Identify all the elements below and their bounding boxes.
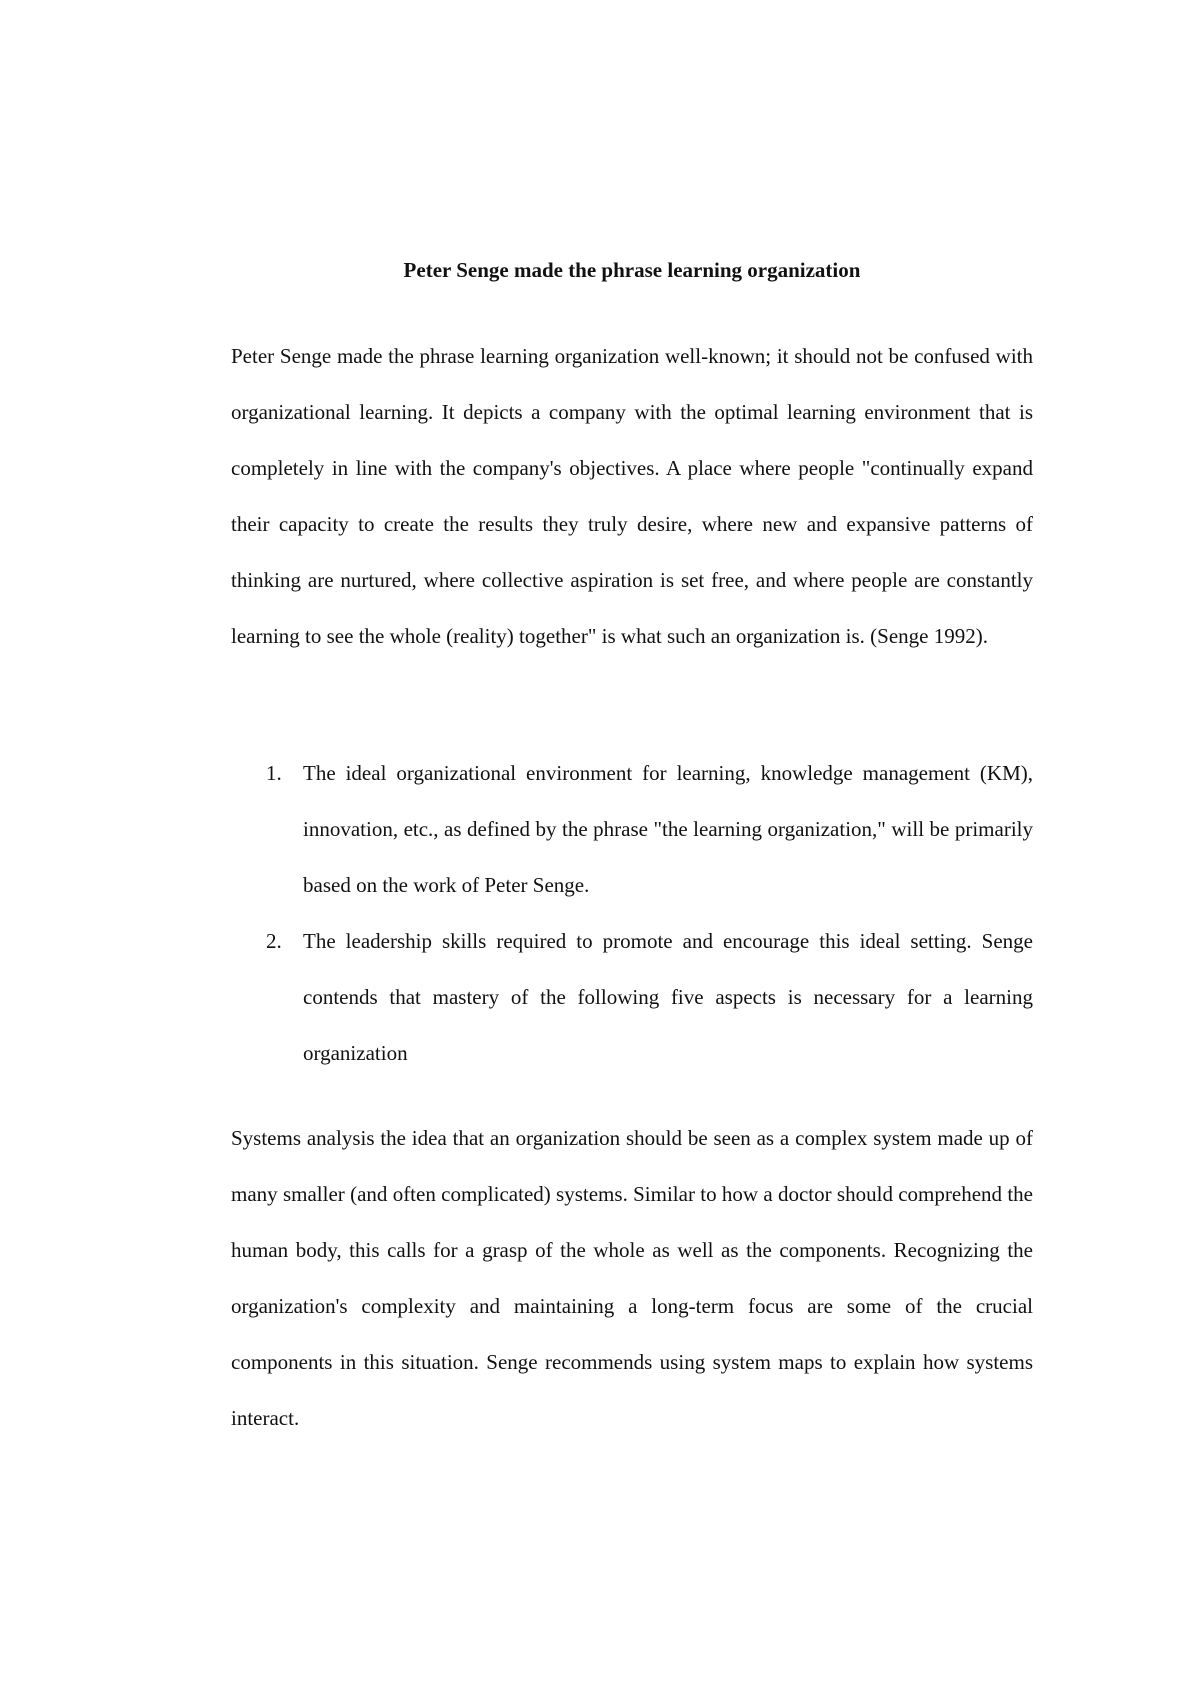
list-item [231,745,1033,913]
list-item-text: The ideal organizational environment for learning, knowledge management (KM), innovation, etc., as defined by the phrase "the learning organization," will be primarily based on the work of Peter Senge. [303,761,1033,897]
paragraph-intro: Peter Senge made the phrase learning organization well-known; it should not be confused with organizational learning. It depicts a company with the optimal learning environment that is completely in line with the company's objectives. A place where people "continually expand their capacity to create the results they truly desire, where new and expansive patterns of thinking are nurtured, where collective aspiration is set free, and where people are constantly learning to see the whole (reality) together" is what such an organization is. (Senge 1992). [231,344,1033,648]
list-item [231,913,1033,1081]
page-title: Peter Senge made the phrase learning organization [403,258,861,282]
list-item-number: 1. [266,761,282,785]
list-item-text: The leadership skills required to promote and encourage this ideal setting. Senge contends that mastery of the following five aspects is necessary for a learning organization [303,929,1033,1065]
paragraph-systems-analysis: Systems analysis the idea that an organization should be seen as a complex system made up of many smaller (and often complicated) systems. Similar to how a doctor should comprehend the human body, this calls for a grasp of the whole as well as the components. Recognizing the organization's complexity and maintaining a long-term focus are some of the crucial components in this situation. Senge recommends using system maps to explain how systems interact. [231,1126,1033,1430]
numbered-list [231,745,1033,1081]
list-item-number: 2. [266,929,282,953]
